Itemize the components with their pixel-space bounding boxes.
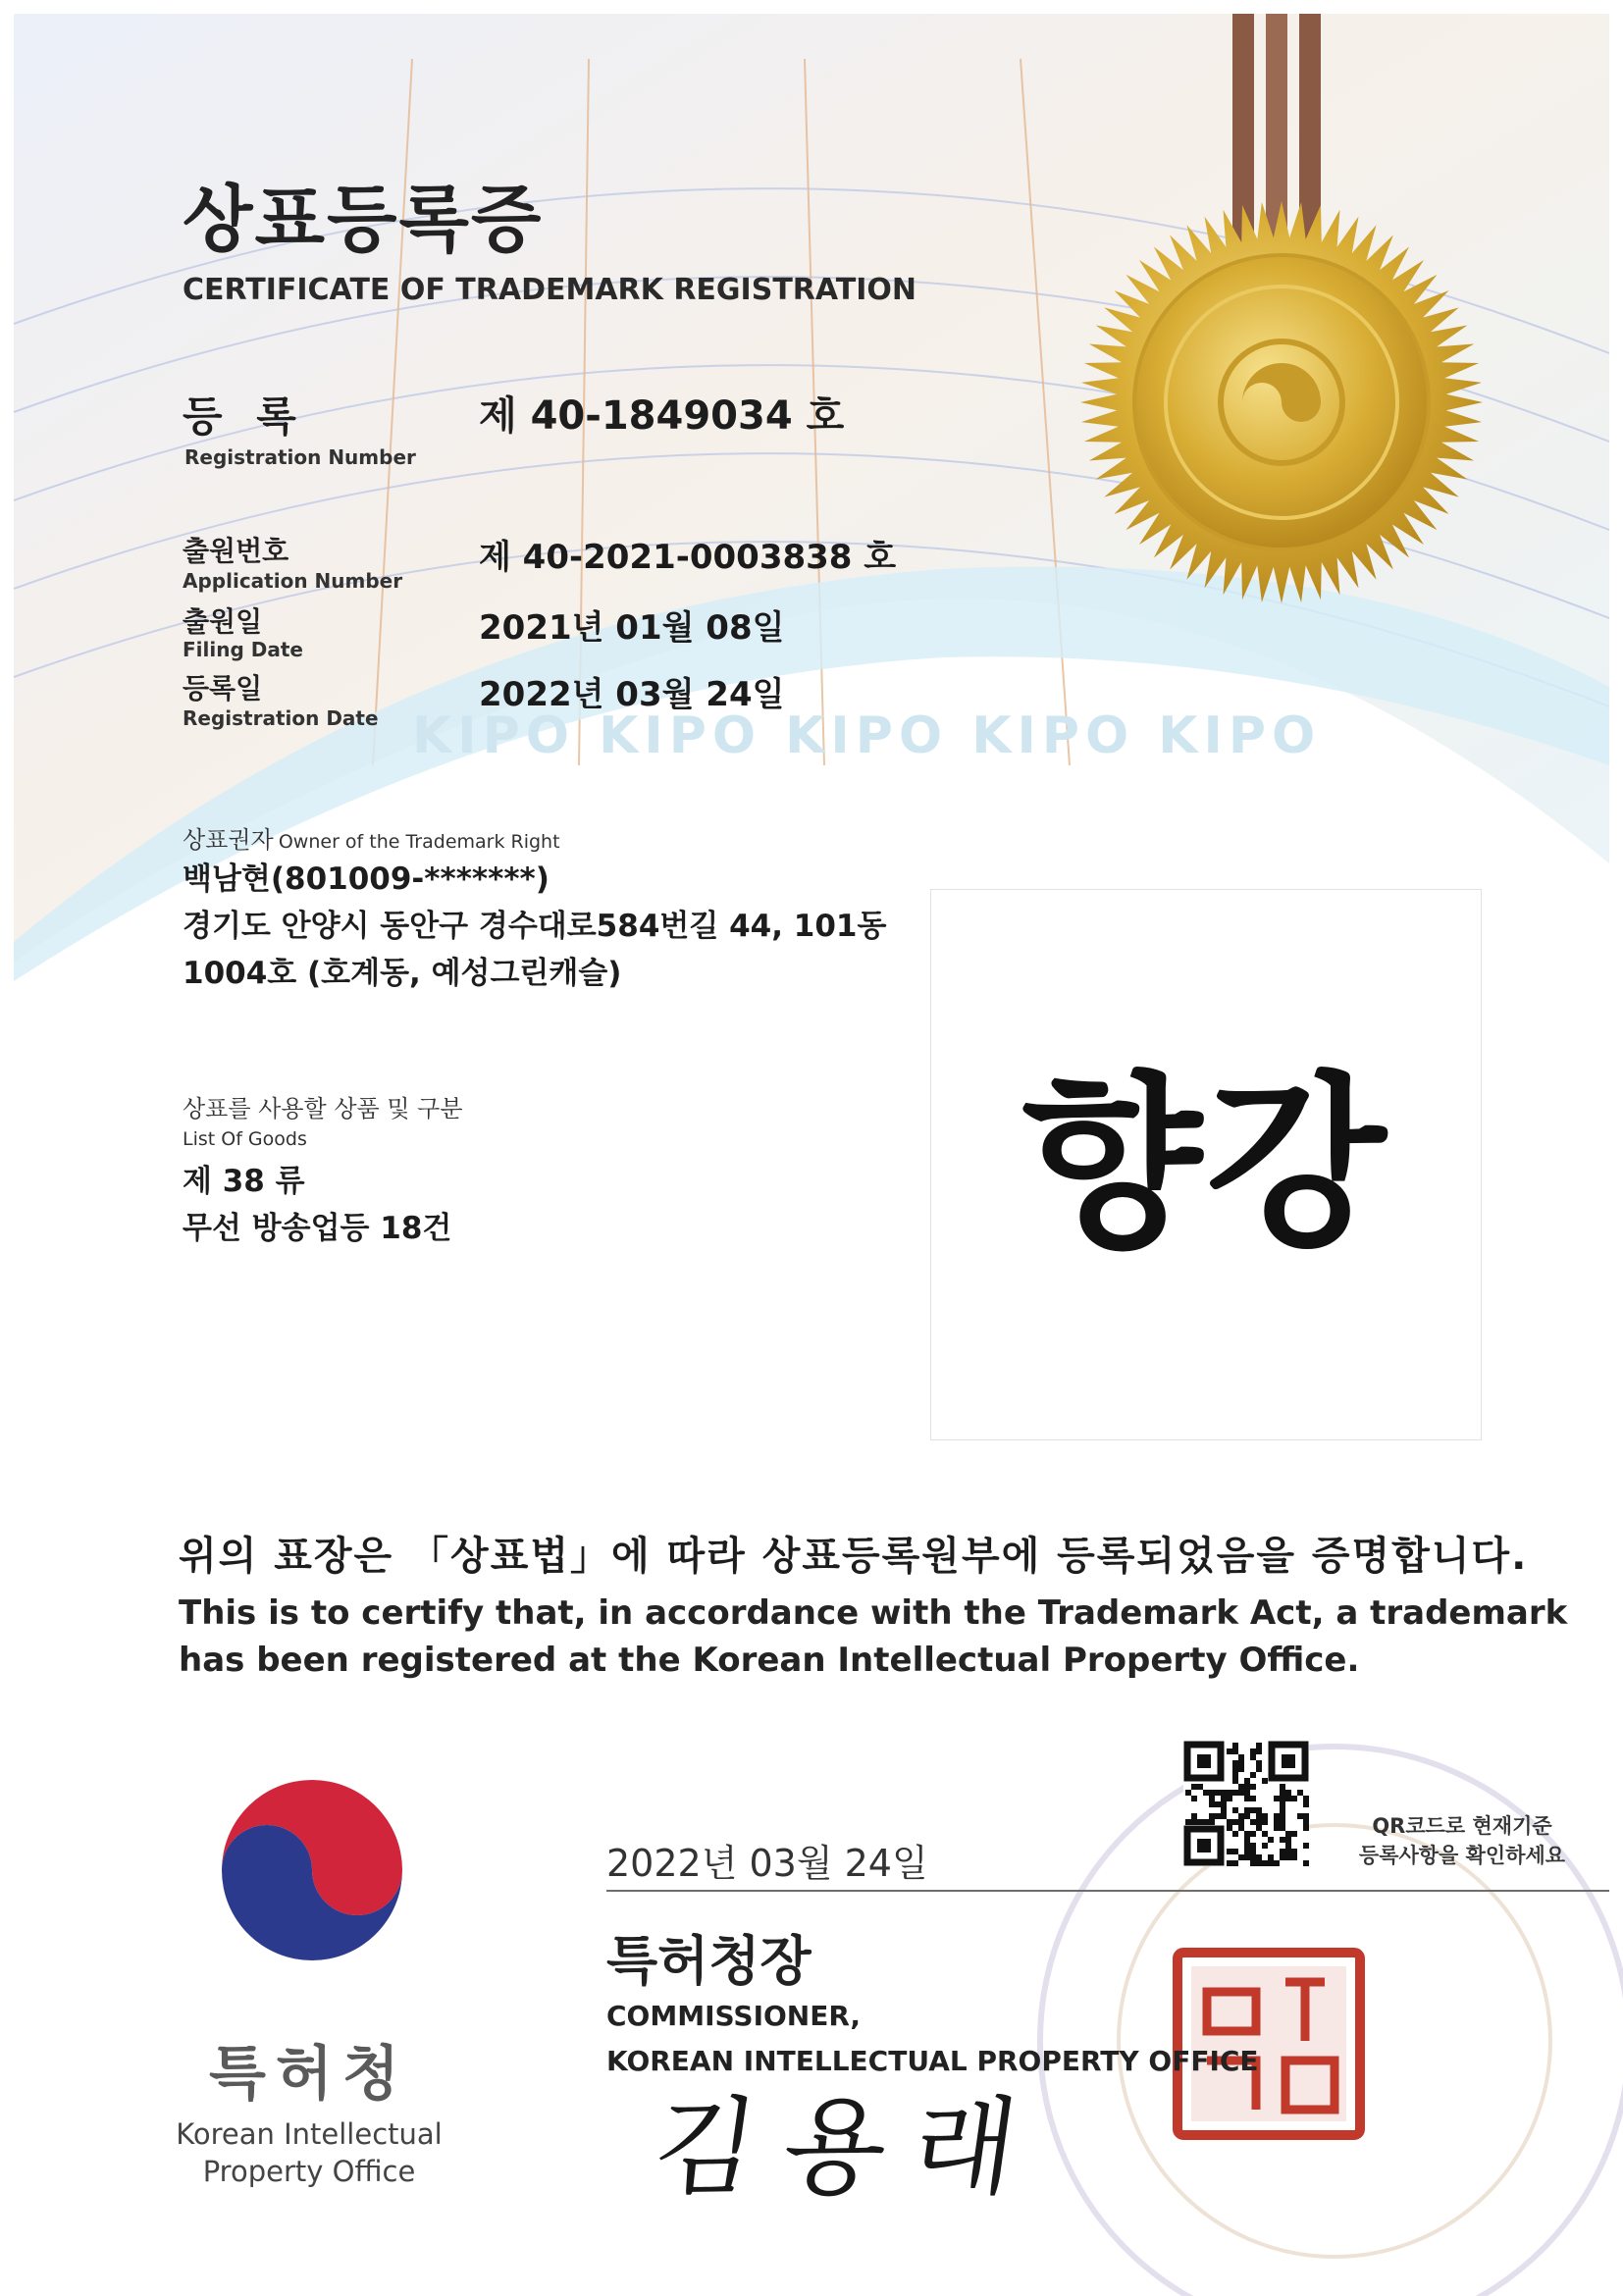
agency-name-ko: 특허청 — [209, 2040, 409, 2109]
owner-label-ko: 상표권자 — [183, 826, 274, 854]
registration-date-label-en: Registration Date — [183, 706, 379, 730]
goods-label-ko: 상표를 사용할 상품 및 구분 — [183, 1095, 463, 1122]
signature-date: 2022년 03월 24일 — [606, 1842, 928, 1885]
goods-details — [183, 1158, 451, 1252]
owner-details — [183, 856, 886, 997]
trademark-text: 향강 — [1021, 1056, 1390, 1273]
goods-class: 제 38 류 — [183, 1164, 305, 1199]
gold-seal-icon — [1080, 201, 1483, 603]
owner-name: 백남현(801009-*******) — [183, 861, 550, 897]
filing-date: 2021년 01월 08일 — [479, 608, 785, 648]
application-number: 제 40-2021-0003838 호 — [479, 538, 897, 577]
application-label-en: Application Number — [183, 569, 403, 593]
certification-en-line2: has been registered at the Korean Intellectual Property Office. — [179, 1641, 1360, 1680]
registration-number: 제 40-1849034 호 — [479, 393, 845, 439]
agency-en-line2: Property Office — [202, 2155, 416, 2188]
commissioner-title-ko: 특허청장 — [606, 1930, 812, 1992]
commissioner-signature: 김용래 — [645, 2087, 1053, 2210]
application-label-ko: 출원번호 — [183, 535, 289, 567]
certification-text-en — [179, 1590, 1567, 1684]
qr-note-line1: QR코드로 현재기준 — [1372, 1814, 1552, 1838]
certificate-title-en: CERTIFICATE OF TRADEMARK REGISTRATION — [183, 273, 917, 307]
registration-label-en: Registration Number — [184, 445, 416, 469]
filing-label-en: Filing Date — [183, 638, 303, 661]
commissioner-en-line1: COMMISSIONER, — [606, 2000, 862, 2032]
owner-address-line1: 경기도 안양시 동안구 경수대로584번길 44, 101동 — [183, 909, 887, 944]
filing-label-ko: 출원일 — [183, 605, 263, 638]
certificate-title-ko: 상표등록증 — [183, 178, 544, 262]
agency-name-en — [162, 2115, 456, 2190]
qr-note-line2: 등록사항을 확인하세요 — [1358, 1844, 1566, 1867]
certification-en-line1: This is to certify that, in accordance with the Trademark Act, a trademark — [179, 1593, 1568, 1633]
goods-label-en: List Of Goods — [183, 1128, 307, 1150]
certification-text-ko: 위의 표장은 「상표법」에 따라 상표등록원부에 등록되었음을 증명합니다. — [179, 1534, 1529, 1579]
owner-label-en: Owner of the Trademark Right — [278, 831, 560, 853]
commissioner-en-line2: KOREAN INTELLECTUAL PROPERTY OFFICE — [606, 2045, 1259, 2077]
kipo-taegeuk-logo — [222, 1780, 402, 1960]
qr-note — [1335, 1811, 1590, 1870]
owner-heading — [183, 820, 560, 855]
owner-address-line2: 1004호 (호계동, 예성그린캐슬) — [183, 956, 622, 991]
registration-date-label-ko: 등록일 — [183, 672, 263, 704]
qr-code-icon — [1183, 1741, 1309, 1866]
agency-en-line1: Korean Intellectual — [176, 2117, 443, 2151]
trademark-image-box — [930, 889, 1482, 1440]
goods-items: 무선 방송업등 18건 — [183, 1211, 452, 1246]
signature-divider — [606, 1890, 1609, 1892]
registration-label-ko: 등 록 — [183, 392, 306, 441]
registration-date: 2022년 03월 24일 — [479, 675, 785, 714]
kipo-watermark: KIPO KIPO KIPO KIPO KIPO — [412, 706, 1322, 765]
